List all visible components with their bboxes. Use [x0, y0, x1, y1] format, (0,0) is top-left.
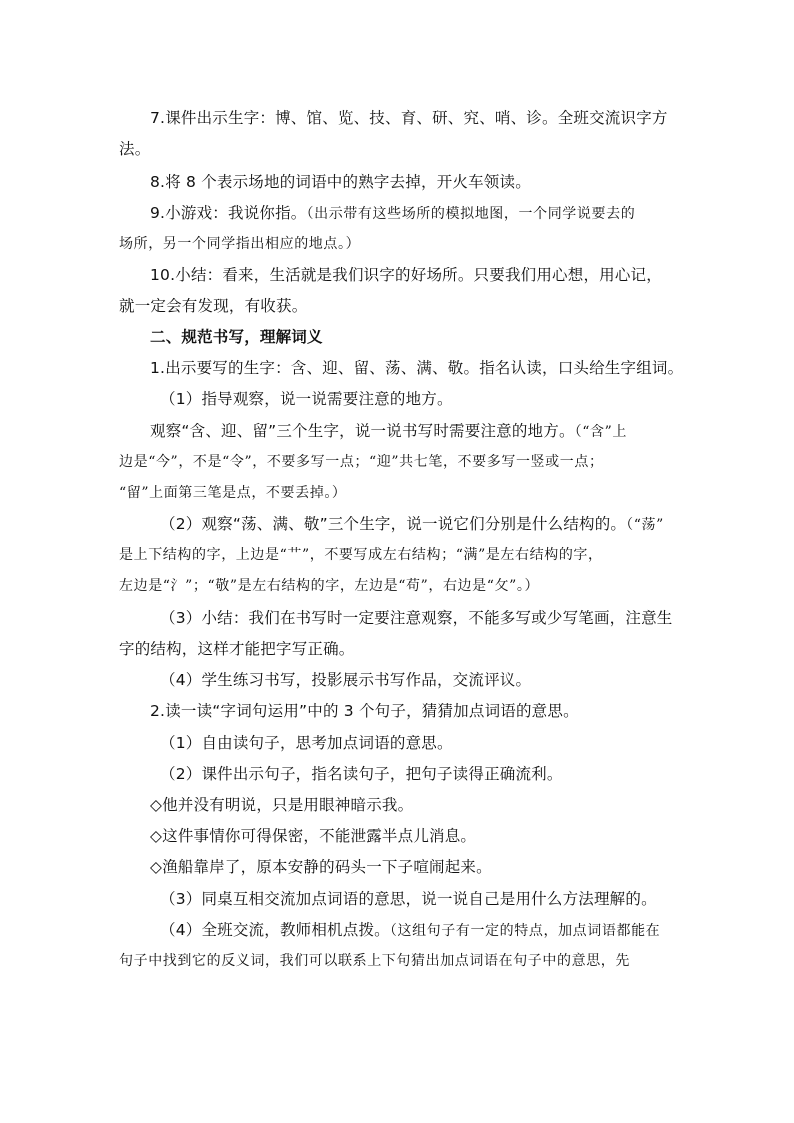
step-1-2-line-2: 是上下结构的字，上边是“艹”，不要写成左右结构；“满”是左右结构的字，	[119, 547, 603, 563]
paragraph-9-note: （出示带有这些场所的模拟地图，一个同学说要去的	[306, 206, 636, 222]
step-1-4: （4）学生练习书写，投影展示书写作品，交流评议。	[160, 671, 532, 689]
step-1-2-note: （“荡”	[626, 517, 664, 533]
step-1-2-line-3: 左边是“氵”；“敬”是左右结构的字，左边是“苟”，右边是“攵”。）	[119, 578, 540, 594]
paragraph-8: 8.将 8 个表示场地的词语中的熟字去掉，开火车领读。	[150, 173, 531, 191]
step-2-3: （3）同桌互相交流加点词语的意思，说一说自己是用什么方法理解的。	[160, 890, 657, 908]
paragraph-7-line-2: 法。	[119, 140, 151, 158]
sentence-2: ◇这件事情你可得保密，不能泄露半点儿消息。	[150, 827, 477, 845]
paragraph-9-line-2: 场所，另一个同学指出相应的地点。）	[119, 236, 361, 252]
step-1-3-line-1: （3）小结：我们在书写时一定要注意观察，不能多写或少写笔画，注意生	[160, 609, 673, 627]
step-2-4-main: （4）全班交流，教师相机点拨。	[160, 921, 390, 939]
step-1-2-main: （2）观察“荡、满、敬”三个生字，说一说它们分别是什么结构的。	[160, 515, 627, 533]
step-1-2-line-1	[160, 514, 720, 535]
step-1-3-line-2: 字的结构，这样才能把字写正确。	[119, 640, 355, 658]
step-2-4-line-1	[160, 920, 720, 941]
section-2-heading: 二、规范书写，理解词义	[150, 328, 323, 346]
step-2-4-line-2: 句子中找到它的反义词，我们可以联系上下句猜出加点词语在句子中的意思，先	[119, 953, 630, 969]
observe-line-3: “留”上面第三笔是点，不要丢掉。）	[119, 485, 347, 501]
observe-main: 观察“含、迎、留”三个生字，说一说书写时需要注意的地方。	[150, 422, 575, 440]
observe-line-2: 边是“今”，不是“令”，不要多写一点；“迎”共七笔，不要多写一竖或一点；	[119, 454, 604, 470]
step-2: 2.读一读“字词句运用”中的 3 个句子，猜猜加点词语的意思。	[150, 702, 579, 720]
paragraph-7-line-1: 7.课件出示生字：博、馆、览、技、育、研、究、哨、诊。全班交流识字方	[150, 109, 668, 127]
sentence-3: ◇渔船靠岸了，原本安静的码头一下子喧闹起来。	[150, 858, 492, 876]
step-2-2: （2）课件出示句子，指名读句子，把句子读得正确流利。	[160, 765, 563, 783]
step-2-4-note: （这组句子有一定的特点，加点词语都能在	[389, 923, 661, 939]
step-2-1: （1）自由读句子，思考加点词语的意思。	[160, 734, 453, 752]
step-1-1: （1）指导观察，说一说需要注意的地方。	[160, 390, 453, 408]
step-1: 1.出示要写的生字：含、迎、留、荡、满、敬。指名认读，口头给生字组词。	[150, 359, 684, 377]
paragraph-9-line-1	[150, 203, 710, 224]
sentence-1: ◇他并没有明说，只是用眼神暗示我。	[150, 796, 414, 814]
paragraph-10-line-2: 就一定会有发现，有收获。	[119, 297, 308, 315]
paragraph-10-line-1: 10.小结：看来，生活就是我们识字的好场所。只要我们用心想，用心记，	[150, 266, 662, 284]
observe-line-1	[150, 421, 710, 442]
observe-note: （“含”上	[574, 424, 627, 440]
paragraph-9-main: 9.小游戏：我说你指。	[150, 204, 307, 222]
